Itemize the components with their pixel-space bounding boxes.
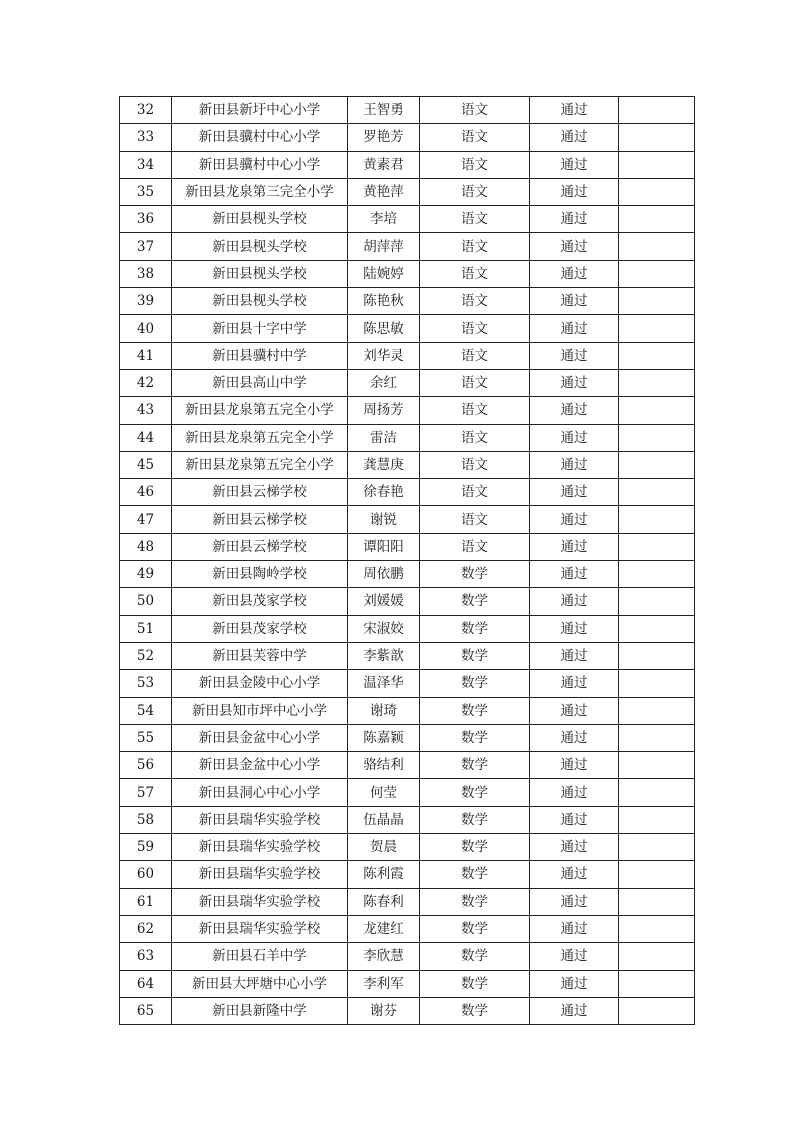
row-number-cell: 63: [120, 943, 172, 970]
name-cell: 温泽华: [348, 670, 420, 697]
subject-cell: 数学: [420, 806, 530, 833]
row-number-cell: 65: [120, 997, 172, 1024]
table-row: [120, 479, 695, 506]
name-cell: 刘媛媛: [348, 588, 420, 615]
result-cell: 通过: [530, 615, 619, 642]
school-cell: 新田县枧头学校: [172, 260, 348, 287]
school-cell: 新田县骥村中心小学: [172, 151, 348, 178]
school-cell: 新田县十字中学: [172, 315, 348, 342]
result-cell: 通过: [530, 834, 619, 861]
result-cell: 通过: [530, 970, 619, 997]
note-cell: [619, 861, 695, 888]
row-number-cell: 38: [120, 260, 172, 287]
table-row: [120, 97, 695, 124]
name-cell: 谭阳阳: [348, 533, 420, 560]
subject-cell: 数学: [420, 724, 530, 751]
table-row: [120, 369, 695, 396]
row-number-cell: 47: [120, 506, 172, 533]
subject-cell: 数学: [420, 670, 530, 697]
note-cell: [619, 397, 695, 424]
row-number-cell: 40: [120, 315, 172, 342]
subject-cell: 语文: [420, 206, 530, 233]
table-row: [120, 288, 695, 315]
subject-cell: 语文: [420, 288, 530, 315]
subject-cell: 语文: [420, 97, 530, 124]
note-cell: [619, 779, 695, 806]
row-number-cell: 32: [120, 97, 172, 124]
name-cell: 余红: [348, 369, 420, 396]
name-cell: 刘华灵: [348, 342, 420, 369]
name-cell: 骆结利: [348, 752, 420, 779]
table-row: [120, 342, 695, 369]
row-number-cell: 56: [120, 752, 172, 779]
name-cell: 黄艳萍: [348, 178, 420, 205]
note-cell: [619, 588, 695, 615]
subject-cell: 语文: [420, 369, 530, 396]
note-cell: [619, 424, 695, 451]
result-cell: 通过: [530, 752, 619, 779]
school-cell: 新田县骥村中心小学: [172, 124, 348, 151]
subject-cell: 语文: [420, 315, 530, 342]
row-number-cell: 42: [120, 369, 172, 396]
subject-cell: 数学: [420, 561, 530, 588]
school-cell: 新田县龙泉第五完全小学: [172, 424, 348, 451]
note-cell: [619, 506, 695, 533]
school-cell: 新田县骥村中学: [172, 342, 348, 369]
name-cell: 陈嘉颖: [348, 724, 420, 751]
name-cell: 李欣慧: [348, 943, 420, 970]
school-cell: 新田县瑞华实验学校: [172, 915, 348, 942]
row-number-cell: 43: [120, 397, 172, 424]
result-cell: 通过: [530, 642, 619, 669]
note-cell: [619, 915, 695, 942]
table-row: [120, 697, 695, 724]
school-cell: 新田县新圩中心小学: [172, 97, 348, 124]
table-row: [120, 506, 695, 533]
note-cell: [619, 342, 695, 369]
subject-cell: 数学: [420, 888, 530, 915]
table-row: [120, 124, 695, 151]
result-cell: 通过: [530, 206, 619, 233]
subject-cell: 数学: [420, 943, 530, 970]
subject-cell: 语文: [420, 233, 530, 260]
row-number-cell: 58: [120, 806, 172, 833]
name-cell: 贺晨: [348, 834, 420, 861]
school-cell: 新田县陶岭学校: [172, 561, 348, 588]
note-cell: [619, 697, 695, 724]
result-cell: 通过: [530, 342, 619, 369]
subject-cell: 数学: [420, 779, 530, 806]
school-cell: 新田县新隆中学: [172, 997, 348, 1024]
name-cell: 罗艳芳: [348, 124, 420, 151]
school-cell: 新田县龙泉第三完全小学: [172, 178, 348, 205]
result-cell: 通过: [530, 288, 619, 315]
row-number-cell: 55: [120, 724, 172, 751]
row-number-cell: 41: [120, 342, 172, 369]
subject-cell: 语文: [420, 506, 530, 533]
subject-cell: 语文: [420, 151, 530, 178]
table-row: [120, 615, 695, 642]
table-row: [120, 588, 695, 615]
subject-cell: 语文: [420, 451, 530, 478]
row-number-cell: 49: [120, 561, 172, 588]
note-cell: [619, 260, 695, 287]
note-cell: [619, 724, 695, 751]
school-cell: 新田县茂家学校: [172, 588, 348, 615]
table-row: [120, 888, 695, 915]
name-cell: 李紫歆: [348, 642, 420, 669]
row-number-cell: 50: [120, 588, 172, 615]
note-cell: [619, 997, 695, 1024]
table-row: [120, 834, 695, 861]
school-cell: 新田县高山中学: [172, 369, 348, 396]
note-cell: [619, 834, 695, 861]
table-row: [120, 315, 695, 342]
subject-cell: 语文: [420, 342, 530, 369]
table-row: [120, 806, 695, 833]
subject-cell: 数学: [420, 615, 530, 642]
results-table-body: [120, 97, 695, 1025]
row-number-cell: 35: [120, 178, 172, 205]
school-cell: 新田县云梯学校: [172, 533, 348, 560]
result-cell: 通过: [530, 424, 619, 451]
school-cell: 新田县知市坪中心小学: [172, 697, 348, 724]
result-cell: 通过: [530, 178, 619, 205]
row-number-cell: 53: [120, 670, 172, 697]
row-number-cell: 33: [120, 124, 172, 151]
name-cell: 周扬芳: [348, 397, 420, 424]
row-number-cell: 62: [120, 915, 172, 942]
subject-cell: 数学: [420, 834, 530, 861]
note-cell: [619, 752, 695, 779]
school-cell: 新田县龙泉第五完全小学: [172, 451, 348, 478]
result-cell: 通过: [530, 724, 619, 751]
name-cell: 陈利霞: [348, 861, 420, 888]
school-cell: 新田县瑞华实验学校: [172, 861, 348, 888]
result-cell: 通过: [530, 997, 619, 1024]
table-row: [120, 561, 695, 588]
row-number-cell: 59: [120, 834, 172, 861]
result-cell: 通过: [530, 561, 619, 588]
note-cell: [619, 479, 695, 506]
school-cell: 新田县茂家学校: [172, 615, 348, 642]
row-number-cell: 60: [120, 861, 172, 888]
table-row: [120, 943, 695, 970]
subject-cell: 数学: [420, 752, 530, 779]
note-cell: [619, 97, 695, 124]
result-cell: 通过: [530, 479, 619, 506]
school-cell: 新田县金盆中心小学: [172, 724, 348, 751]
school-cell: 新田县金盆中心小学: [172, 752, 348, 779]
result-cell: 通过: [530, 233, 619, 260]
table-row: [120, 670, 695, 697]
result-cell: 通过: [530, 397, 619, 424]
name-cell: 胡萍萍: [348, 233, 420, 260]
row-number-cell: 57: [120, 779, 172, 806]
subject-cell: 语文: [420, 397, 530, 424]
result-cell: 通过: [530, 506, 619, 533]
school-cell: 新田县云梯学校: [172, 479, 348, 506]
row-number-cell: 45: [120, 451, 172, 478]
note-cell: [619, 178, 695, 205]
note-cell: [619, 233, 695, 260]
subject-cell: 语文: [420, 124, 530, 151]
school-cell: 新田县金陵中心小学: [172, 670, 348, 697]
result-cell: 通过: [530, 697, 619, 724]
school-cell: 新田县云梯学校: [172, 506, 348, 533]
table-row: [120, 970, 695, 997]
result-cell: 通过: [530, 806, 619, 833]
row-number-cell: 64: [120, 970, 172, 997]
result-cell: 通过: [530, 260, 619, 287]
row-number-cell: 61: [120, 888, 172, 915]
table-row: [120, 178, 695, 205]
name-cell: 龙建红: [348, 915, 420, 942]
result-cell: 通过: [530, 779, 619, 806]
result-cell: 通过: [530, 151, 619, 178]
row-number-cell: 44: [120, 424, 172, 451]
row-number-cell: 46: [120, 479, 172, 506]
result-cell: 通过: [530, 369, 619, 396]
subject-cell: 语文: [420, 479, 530, 506]
name-cell: 陆婉婷: [348, 260, 420, 287]
table-row: [120, 752, 695, 779]
note-cell: [619, 670, 695, 697]
name-cell: 李利军: [348, 970, 420, 997]
name-cell: 徐春艳: [348, 479, 420, 506]
school-cell: 新田县石羊中学: [172, 943, 348, 970]
table-row: [120, 397, 695, 424]
name-cell: 龚慧庚: [348, 451, 420, 478]
table-row: [120, 151, 695, 178]
table-row: [120, 451, 695, 478]
row-number-cell: 34: [120, 151, 172, 178]
result-cell: 通过: [530, 861, 619, 888]
name-cell: 李培: [348, 206, 420, 233]
result-cell: 通过: [530, 97, 619, 124]
table-row: [120, 642, 695, 669]
school-cell: 新田县枧头学校: [172, 206, 348, 233]
note-cell: [619, 451, 695, 478]
school-cell: 新田县芙蓉中学: [172, 642, 348, 669]
row-number-cell: 54: [120, 697, 172, 724]
subject-cell: 语文: [420, 424, 530, 451]
result-cell: 通过: [530, 124, 619, 151]
school-cell: 新田县瑞华实验学校: [172, 888, 348, 915]
table-row: [120, 724, 695, 751]
note-cell: [619, 642, 695, 669]
note-cell: [619, 315, 695, 342]
school-cell: 新田县龙泉第五完全小学: [172, 397, 348, 424]
note-cell: [619, 151, 695, 178]
row-number-cell: 39: [120, 288, 172, 315]
note-cell: [619, 124, 695, 151]
school-cell: 新田县瑞华实验学校: [172, 834, 348, 861]
name-cell: 谢芬: [348, 997, 420, 1024]
table-row: [120, 997, 695, 1024]
name-cell: 陈思敏: [348, 315, 420, 342]
results-table: [119, 96, 695, 1025]
table-row: [120, 206, 695, 233]
name-cell: 雷洁: [348, 424, 420, 451]
school-cell: 新田县洞心中心小学: [172, 779, 348, 806]
subject-cell: 语文: [420, 260, 530, 287]
note-cell: [619, 615, 695, 642]
name-cell: 黄素君: [348, 151, 420, 178]
table-row: [120, 861, 695, 888]
note-cell: [619, 888, 695, 915]
school-cell: 新田县枧头学校: [172, 288, 348, 315]
result-cell: 通过: [530, 451, 619, 478]
name-cell: 宋淑姣: [348, 615, 420, 642]
name-cell: 伍晶晶: [348, 806, 420, 833]
result-cell: 通过: [530, 915, 619, 942]
subject-cell: 语文: [420, 178, 530, 205]
result-cell: 通过: [530, 315, 619, 342]
name-cell: 周依鹏: [348, 561, 420, 588]
table-row: [120, 779, 695, 806]
table-row: [120, 424, 695, 451]
name-cell: 陈艳秋: [348, 288, 420, 315]
table-row: [120, 233, 695, 260]
note-cell: [619, 970, 695, 997]
row-number-cell: 37: [120, 233, 172, 260]
result-cell: 通过: [530, 888, 619, 915]
table-row: [120, 533, 695, 560]
name-cell: 何莹: [348, 779, 420, 806]
table-row: [120, 915, 695, 942]
note-cell: [619, 206, 695, 233]
subject-cell: 语文: [420, 533, 530, 560]
row-number-cell: 48: [120, 533, 172, 560]
result-cell: 通过: [530, 588, 619, 615]
table-row: [120, 260, 695, 287]
row-number-cell: 36: [120, 206, 172, 233]
name-cell: 谢琦: [348, 697, 420, 724]
note-cell: [619, 369, 695, 396]
result-cell: 通过: [530, 670, 619, 697]
subject-cell: 数学: [420, 915, 530, 942]
subject-cell: 数学: [420, 861, 530, 888]
row-number-cell: 52: [120, 642, 172, 669]
note-cell: [619, 533, 695, 560]
subject-cell: 数学: [420, 997, 530, 1024]
name-cell: 陈春利: [348, 888, 420, 915]
subject-cell: 数学: [420, 642, 530, 669]
subject-cell: 数学: [420, 588, 530, 615]
name-cell: 王智勇: [348, 97, 420, 124]
note-cell: [619, 288, 695, 315]
subject-cell: 数学: [420, 697, 530, 724]
result-cell: 通过: [530, 943, 619, 970]
row-number-cell: 51: [120, 615, 172, 642]
name-cell: 谢锐: [348, 506, 420, 533]
result-cell: 通过: [530, 533, 619, 560]
subject-cell: 数学: [420, 970, 530, 997]
note-cell: [619, 943, 695, 970]
school-cell: 新田县大坪塘中心小学: [172, 970, 348, 997]
school-cell: 新田县瑞华实验学校: [172, 806, 348, 833]
note-cell: [619, 561, 695, 588]
note-cell: [619, 806, 695, 833]
school-cell: 新田县枧头学校: [172, 233, 348, 260]
